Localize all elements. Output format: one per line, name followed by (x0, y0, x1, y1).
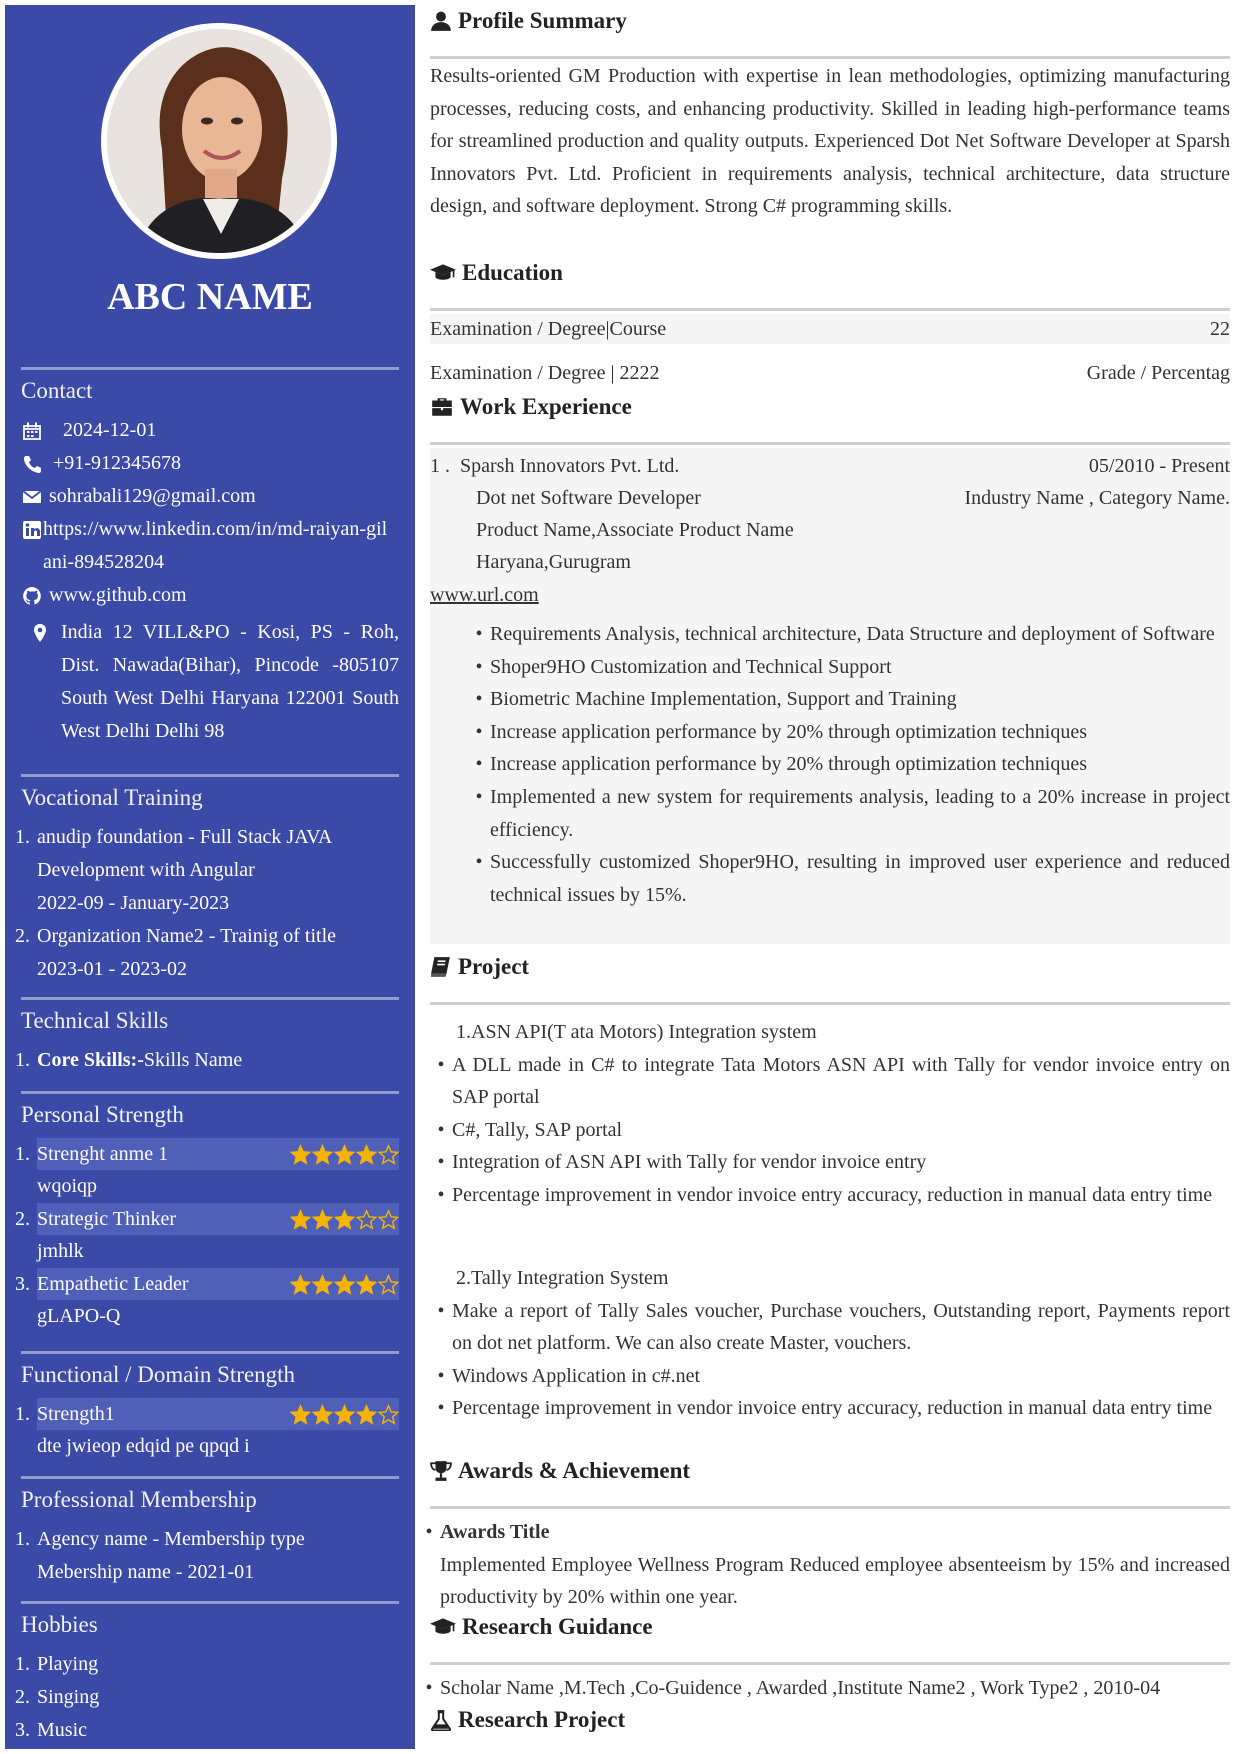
list-number: 1. (15, 1049, 30, 1071)
work-experience-title: Work Experience (460, 394, 632, 419)
star-icon (312, 1404, 333, 1425)
list-item (468, 683, 1230, 716)
bullet-marker: • (475, 851, 483, 874)
contact-email-text[interactable]: sohrabali129@gmail.com (49, 485, 256, 507)
list-item-text: Increase application performance by 20% through optimization techniques (490, 720, 1088, 743)
section-divider (430, 56, 1230, 59)
strength-bar (37, 1203, 399, 1235)
list-number: 1. (15, 1143, 30, 1165)
section-divider (21, 774, 399, 777)
work-location: Haryana,Gurugram (476, 551, 631, 573)
vocational-section (15, 774, 399, 986)
bullet-marker: • (475, 688, 483, 711)
list-item (430, 1295, 1230, 1360)
list-item-text: Percentage improvement in vendor invoice entry accuracy, reduction in manual data entry time (452, 1183, 1213, 1206)
section-divider (21, 1476, 399, 1479)
research-project-title: Research Project (458, 1707, 626, 1732)
star-icon (290, 1274, 311, 1295)
list-number: 2. (15, 1208, 30, 1230)
strength-item (15, 1398, 399, 1463)
bullet-marker: • (475, 720, 483, 743)
work-bullets (468, 618, 1230, 911)
list-item-text: Successfully customized Shoper9HO, resulting in improved user experience and reduced technical issues by 15%. (490, 851, 1230, 906)
section-divider (21, 1351, 399, 1354)
work-role: Dot net Software Developer (476, 487, 701, 509)
star-icon (290, 1144, 311, 1165)
education-degree: Examination / Degree | 2222 (430, 362, 660, 384)
profile-summary-heading (430, 8, 627, 34)
rating-stars (290, 1209, 399, 1230)
calendar-icon (21, 414, 43, 441)
contact-email (21, 480, 399, 513)
contact-date-text: 2024-12-01 (63, 419, 157, 441)
profile-photo-frame (101, 23, 337, 259)
list-number: 1. (15, 826, 30, 848)
hobbies-title: Hobbies (21, 1612, 98, 1637)
section-divider (430, 1002, 1230, 1005)
list-item-text: A DLL made in C# to integrate Tata Motors ASN API with Tally for vendor invoice entry on SAP portal (452, 1053, 1230, 1109)
bullet-marker: • (475, 753, 483, 776)
work-number: 1 . (430, 455, 450, 477)
bullet-marker: • (475, 655, 483, 678)
trophy-icon (430, 1460, 452, 1482)
list-item (468, 781, 1230, 846)
award-text: Implemented Employee Wellness Program Reduced employee absenteeism by 15% and increased productivity by 20% within one year. (440, 1553, 1230, 1609)
contact-section (21, 367, 399, 748)
list-number: 2. (15, 1686, 30, 1708)
envelope-icon (21, 480, 43, 507)
hobby-item (15, 1681, 399, 1714)
personal-strength-section (15, 1091, 399, 1333)
work-product: Product Name,Associate Product Name (476, 519, 794, 541)
strength-desc: dte jwieop edqid pe qpqd i (37, 1435, 250, 1457)
strength-desc: gLAPO-Q (37, 1305, 121, 1327)
project-two (437, 1262, 1230, 1425)
vocational-item (15, 821, 399, 920)
bullet-marker: • (475, 623, 483, 645)
list-item (468, 716, 1230, 749)
strength-name: Strength1 (37, 1402, 115, 1425)
section-divider (21, 367, 399, 370)
star-icon (312, 1209, 333, 1230)
list-item-text: Biometric Machine Implementation, Support and Training (490, 688, 957, 711)
hobby-item (15, 1648, 399, 1681)
section-divider (21, 1091, 399, 1094)
candidate-name: ABC NAME (107, 276, 313, 318)
work-industry: Industry Name , Category Name. (964, 487, 1230, 509)
research-guidance-text: Scholar Name ,M.Tech ,Co-Guidence , Awarded ,Institute Name2 , Work Type2 , 2010-04 (440, 1677, 1161, 1699)
contact-phone-text: +91-912345678 (53, 452, 181, 474)
bullet-marker: • (437, 1299, 445, 1322)
education-row (430, 314, 1230, 344)
project-heading (430, 954, 529, 980)
section-divider (430, 1506, 1230, 1509)
star-icon (334, 1209, 355, 1230)
list-item-text: Windows Application in c#.net (452, 1364, 701, 1387)
strength-bar (37, 1138, 399, 1170)
list-item-text: Make a report of Tally Sales voucher, Purchase vouchers, Outstanding report, Payments report on dot net platform. We can also create Master, vouchers. (452, 1299, 1230, 1355)
list-item (468, 651, 1230, 684)
graduation-cap-icon (430, 1616, 456, 1638)
work-company-row (430, 450, 1230, 482)
vocational-item-dates: 2023-01 - 2023-02 (37, 958, 187, 980)
work-product-row (430, 514, 1230, 546)
hobby-label: Music (37, 1719, 87, 1741)
sidebar (5, 5, 415, 1749)
linkedin-icon (21, 513, 43, 540)
functional-strength-list (15, 1398, 399, 1463)
list-number: 1. (15, 1403, 30, 1425)
membership-section (15, 1476, 399, 1589)
list-item (430, 1360, 1230, 1393)
research-guidance-heading (430, 1614, 653, 1640)
award-title: Awards Title (440, 1521, 550, 1543)
list-item (430, 1146, 1230, 1179)
personal-strength-title: Personal Strength (21, 1102, 184, 1127)
list-item-text: Integration of ASN API with Tally for vendor invoice entry (452, 1151, 927, 1174)
star-icon (312, 1144, 333, 1165)
rating-stars (290, 1274, 399, 1295)
strength-item (15, 1138, 399, 1203)
strength-item (15, 1268, 399, 1333)
list-item (468, 748, 1230, 781)
section-divider (430, 308, 1230, 311)
work-url-row (430, 579, 1230, 611)
section-divider (430, 1662, 1230, 1665)
strength-desc: jmhlk (37, 1240, 84, 1262)
phone-icon (21, 447, 43, 474)
list-item (430, 1179, 1230, 1212)
awards-title: Awards & Achievement (458, 1458, 691, 1483)
star-icon (378, 1209, 399, 1230)
functional-strength-section (15, 1351, 399, 1463)
profile-summary-title: Profile Summary (458, 8, 627, 33)
list-number: 1. (15, 1653, 30, 1675)
research-project-heading (430, 1707, 625, 1733)
project-two-title: 2.Tally Integration System (456, 1267, 669, 1289)
list-number: 1. (15, 1528, 30, 1550)
contact-title: Contact (21, 378, 93, 403)
hobby-label: Singing (37, 1686, 100, 1708)
list-item-text: Shoper9HO Customization and Technical Support (490, 655, 892, 678)
user-icon (430, 10, 452, 32)
contact-github-text[interactable]: www.github.com (49, 584, 187, 606)
membership-title: Professional Membership (21, 1487, 257, 1512)
technical-title: Technical Skills (21, 1008, 169, 1033)
contact-phone (21, 447, 399, 480)
contact-address-text: India 12 VILL&PO - Kosi, PS - Roh, Dist. Nawada(Bihar), Pincode -805107 South West Delhi Haryana 122001 South West Delhi Delhi 98 (61, 621, 399, 742)
vocational-item-line: anudip foundation - Full Stack JAVA (37, 826, 333, 848)
project-two-bullets (437, 1295, 1230, 1425)
vocational-item-line: Development with Angular (37, 859, 255, 881)
contact-linkedin-text[interactable]: https://www.linkedin.com/in/md-raiyan-gilani-894528204 (43, 518, 388, 573)
star-icon (356, 1144, 377, 1165)
bullet-marker: • (437, 1364, 445, 1387)
education-heading (430, 260, 563, 286)
education-grade: Grade / Percentag (1086, 362, 1230, 384)
rating-stars (290, 1404, 399, 1425)
hobby-label: Playing (37, 1653, 99, 1675)
work-location-row (430, 546, 1230, 578)
section-divider (21, 1601, 399, 1604)
vocational-item-line: Organization Name2 - Trainig of title (37, 925, 337, 947)
profile-summary-text: Results-oriented GM Production with expertise in lean methodologies, optimizing manufacturing processes, reducing costs, and enhancing productivity. Skilled in leading high-performance teams for streamlined production and quality outputs. Experienced Dot Net Software Developer at Sparsh Innovators Pvt. Ltd. Proficient in requirements analysis, technical architecture, data structure design, and software deployment. Strong C# programming skills. (430, 65, 1230, 218)
functional-strength-title: Functional / Domain Strength (21, 1362, 296, 1387)
contact-address (21, 616, 399, 748)
list-item (430, 1114, 1230, 1147)
section-divider (430, 442, 1230, 445)
membership-line: Mebership name - 2021-01 (37, 1561, 255, 1583)
github-icon (21, 579, 43, 606)
strength-name: Empathetic Leader (37, 1272, 189, 1295)
briefcase-icon (430, 396, 454, 418)
contact-date (21, 414, 399, 447)
star-icon (334, 1144, 355, 1165)
vocational-item-dates: 2022-09 - January-2023 (37, 892, 230, 914)
bullet-marker: • (437, 1151, 445, 1174)
star-icon (290, 1209, 311, 1230)
star-icon (334, 1274, 355, 1295)
list-item (468, 846, 1230, 911)
technical-item (15, 1044, 399, 1077)
project-one (437, 1016, 1230, 1212)
star-icon (378, 1274, 399, 1295)
work-company: Sparsh Innovators Pvt. Ltd. (460, 455, 680, 477)
list-item (430, 1392, 1230, 1425)
vocational-item (15, 920, 399, 986)
work-url-link[interactable]: www.url.com (430, 584, 539, 606)
graduation-cap-icon (430, 262, 456, 284)
strength-name: Strategic Thinker (37, 1207, 177, 1230)
rating-stars (290, 1144, 399, 1165)
bullet-marker: • (437, 1118, 445, 1141)
main-content (425, 0, 1230, 1754)
list-number: 3. (15, 1719, 30, 1741)
list-item-text: Increase application performance by 20% through optimization techniques (490, 753, 1088, 776)
list-item (468, 618, 1230, 651)
membership-item (15, 1523, 399, 1589)
star-icon (378, 1404, 399, 1425)
personal-strength-list (15, 1138, 399, 1333)
list-item-text: Percentage improvement in vendor invoice entry accuracy, reduction in manual data entry time (452, 1397, 1213, 1420)
education-title: Education (462, 260, 563, 285)
technical-label: Core Skills:- (37, 1049, 144, 1071)
contact-github (21, 579, 399, 612)
work-experience-heading (430, 394, 632, 420)
star-icon (356, 1209, 377, 1230)
profile-photo (107, 29, 331, 253)
hobby-item (15, 1714, 399, 1747)
bullet-marker: • (437, 1397, 445, 1420)
bullet-marker: • (475, 785, 483, 808)
research-guidance-title: Research Guidance (462, 1614, 653, 1639)
star-icon (334, 1404, 355, 1425)
work-role-row (430, 482, 1230, 514)
technical-value: Skills Name (143, 1049, 243, 1071)
awards-heading (430, 1458, 690, 1484)
star-icon (356, 1404, 377, 1425)
education-degree: Examination / Degree|Course (430, 318, 667, 340)
list-number: 3. (15, 1273, 30, 1295)
strength-bar (37, 1398, 399, 1430)
technical-section (15, 997, 399, 1077)
research-guidance-item: • Scholar Name ,M.Tech ,Co-Guidence , Awarded ,Institute Name2 , Work Type2 , 2010-04 (418, 1672, 1230, 1705)
map-marker-icon (29, 616, 51, 643)
project-one-bullets (437, 1049, 1230, 1212)
section-divider (21, 997, 399, 1000)
bullet-marker: • (437, 1183, 445, 1206)
strength-bar (37, 1268, 399, 1300)
project-one-title: 1.ASN API(T ata Motors) Integration system (456, 1021, 817, 1043)
project-title: Project (458, 954, 530, 979)
bullet-marker: • (437, 1053, 445, 1076)
flask-icon (430, 1709, 452, 1731)
star-icon (356, 1274, 377, 1295)
vocational-title: Vocational Training (21, 785, 203, 810)
list-item-text: Implemented a new system for requirements analysis, leading to a 20% increase in project efficiency. (490, 785, 1230, 841)
star-icon (312, 1274, 333, 1295)
education-year: 22 (1210, 318, 1230, 340)
awards-item: • Awards Title Implemented Employee Wellness Program Reduced employee absenteeism by 15% and increased productivity by 20% within one year. (418, 1516, 1230, 1614)
strength-desc: wqoiqp (37, 1175, 97, 1197)
work-dates: 05/2010 - Present (1088, 455, 1230, 477)
contact-linkedin (21, 513, 399, 579)
hobbies-section (15, 1601, 399, 1747)
education-row (430, 358, 1230, 388)
membership-line: Agency name - Membership type (37, 1528, 305, 1550)
list-item-text: C#, Tally, SAP portal (452, 1118, 623, 1141)
strength-name: Strenght anme 1 (37, 1142, 169, 1165)
list-number: 2. (15, 925, 30, 947)
book-icon (430, 956, 452, 978)
star-icon (290, 1404, 311, 1425)
list-item-text: Requirements Analysis, technical architecture, Data Structure and deployment of Software (490, 623, 1215, 645)
list-item (430, 1049, 1230, 1114)
strength-item (15, 1203, 399, 1268)
star-icon (378, 1144, 399, 1165)
